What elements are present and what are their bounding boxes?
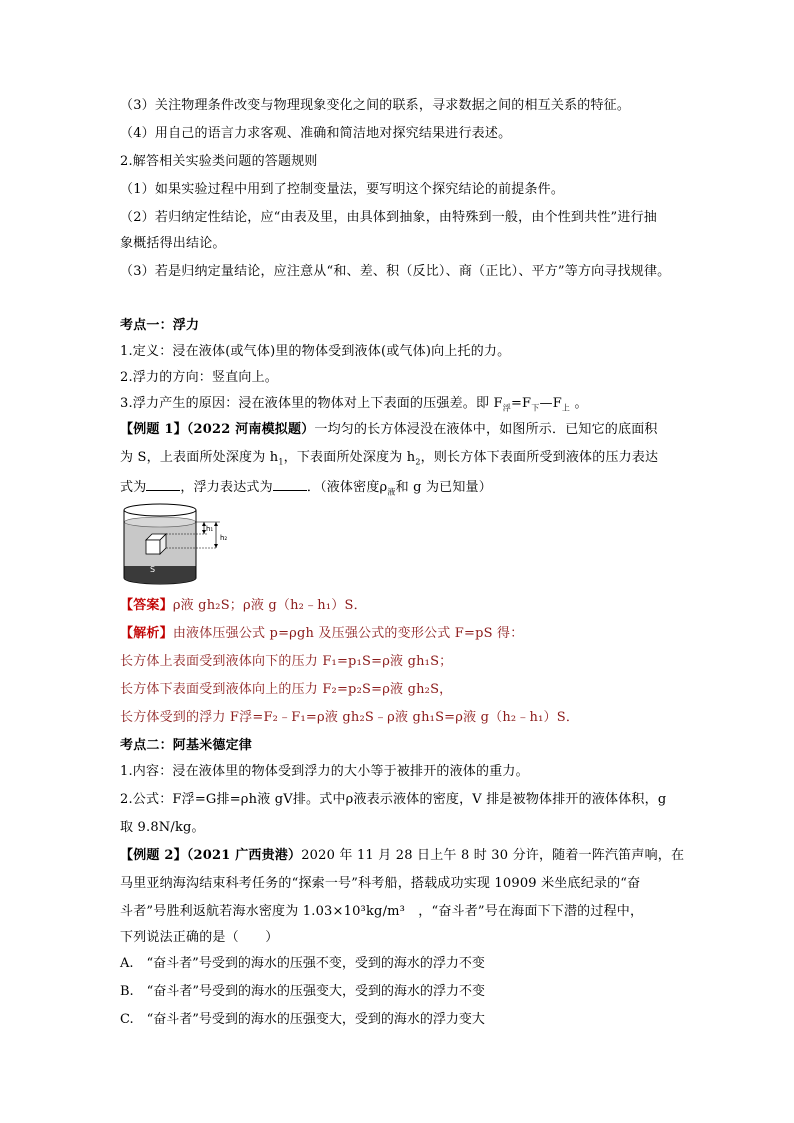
- rule-1: （1）如果实验过程中用到了控制变量法，要写明这个探究结论的前提条件。: [120, 182, 565, 197]
- analysis1-line-2: 长方体上表面受到液体向下的压力 F₁=p₁S=ρ液 gh₁S；: [120, 654, 453, 669]
- example2-line-1: 【例题 2】（2021 广西贵港）2020 年 11 月 28 日上午 8 时 30 分许，随着一阵汽笛声响，在: [120, 848, 685, 863]
- point2-title: 考点二：阿基米德定律: [120, 738, 253, 753]
- point1-title: 考点一：浮力: [120, 318, 200, 333]
- option-a[interactable]: A. “奋斗者”号受到的海水的压强不变，受到的海水的浮力不变: [120, 956, 485, 971]
- example2-line-4: 下列说法正确的是（ ）: [120, 930, 279, 945]
- answer-text: ρ液 gh₂S；ρ液 g（h₂﹣h₁）S．: [172, 598, 367, 613]
- intro-line-4: （4）用自己的语言力求客观、准确和简洁地对探究结果进行表述。: [120, 126, 512, 141]
- answer-label: 【答案】: [120, 598, 173, 613]
- option-b[interactable]: B. “奋斗者”号受到的海水的压强变大，受到的海水的浮力不变: [120, 984, 485, 999]
- label-h1: h₁: [206, 525, 214, 533]
- point1-definition: 1.定义：浸在液体(或气体)里的物体受到液体(或气体)向上托的力。: [120, 344, 511, 359]
- label-h2: h₂: [220, 534, 228, 542]
- example1-line-2: 为 S，上表面所处深度为 $h_1$，下表面所处深度为 $h_2$，则长方体下表面所受到液体的压力表达: [120, 450, 659, 467]
- example1-label: 【例题 1】: [120, 422, 187, 437]
- answer-blank-1[interactable]: [146, 478, 180, 491]
- example1-source: （2022 河南模拟题）: [186, 422, 315, 437]
- answer1: [120, 598, 680, 614]
- rule-3: （3）若是归纳定量结论，应注意从“和、差、积（反比）、商（正比）、平方”等方向寻找规律。: [120, 264, 671, 279]
- point2-formula: 2.公式：F浮=G排=ρh液 gV排。式中ρ液表示液体的密度，V 排是被物体排开的液体体积，g: [120, 792, 667, 807]
- point1-direction: 2.浮力的方向：竖直向上。: [120, 370, 279, 385]
- rule-2: （2）若归纳定性结论，应“由表及里，由具体到抽象，由特殊到一般，由个性到共性”进行抽: [120, 210, 657, 225]
- rule-2-cont: 象概括得出结论。: [120, 236, 226, 251]
- point1-cause: 3.浮力产生的原因：浸在液体里的物体对上下表面的压强差。即 $F_浮=F_下—F_上$ 。: [120, 396, 588, 413]
- analysis1-line-3: 长方体下表面受到液体向上的压力 F₂=p₂S=ρ液 gh₂S，: [120, 682, 453, 697]
- answer-blank-2[interactable]: [273, 478, 307, 491]
- example2-source: （2021 广西贵港）: [186, 848, 302, 863]
- rules-heading: 2.解答相关实验类问题的答题规则: [120, 154, 318, 169]
- analysis1-line-4: 长方体受到的浮力 F浮=F₂﹣F₁=ρ液 gh₂S﹣ρ液 gh₁S=ρ液 g（h₂﹣h₁）S．: [120, 710, 580, 725]
- example2-line-3: 斗者”号胜利返航若海水密度为 1.03×10³kg/m³ ，“奋斗者”号在海面下下潜的过程中，: [120, 904, 644, 919]
- option-c[interactable]: C. “奋斗者”号受到的海水的压强变大，受到的海水的浮力变大: [120, 1012, 485, 1027]
- example2-line-2: 马里亚纳海沟结束科考任务的“探索一号”科考船，搭载成功实现 10909 米坐底纪录的“奋: [120, 876, 641, 891]
- container-diagram: [120, 500, 260, 590]
- example1-line-3: 式为 ，浮力表达式为 ．（液体密度$\rho_液$和 g 为已知量）: [120, 480, 492, 497]
- point2-content: 1.内容：浸在液体里的物体受到浮力的大小等于被排开的液体的重力。: [120, 764, 529, 779]
- label-s: S: [150, 565, 156, 574]
- point2-formula-cont: 取 9.8N/kg。: [120, 820, 205, 835]
- intro-line-3: （3）关注物理条件改变与物理现象变化之间的联系，寻求数据之间的相互关系的特征。: [120, 98, 631, 113]
- analysis-label: 【解析】: [120, 626, 173, 641]
- example1-line-1: 【例题 1】（2022 河南模拟题）一均匀的长方体浸没在液体中，如图所示．已知它的底面积: [120, 422, 658, 437]
- example2-label: 【例题 2】: [120, 848, 187, 863]
- analysis1-line-1: 【解析】由液体压强公式 p=ρgh 及压强公式的变形公式 F=pS 得：: [120, 626, 524, 641]
